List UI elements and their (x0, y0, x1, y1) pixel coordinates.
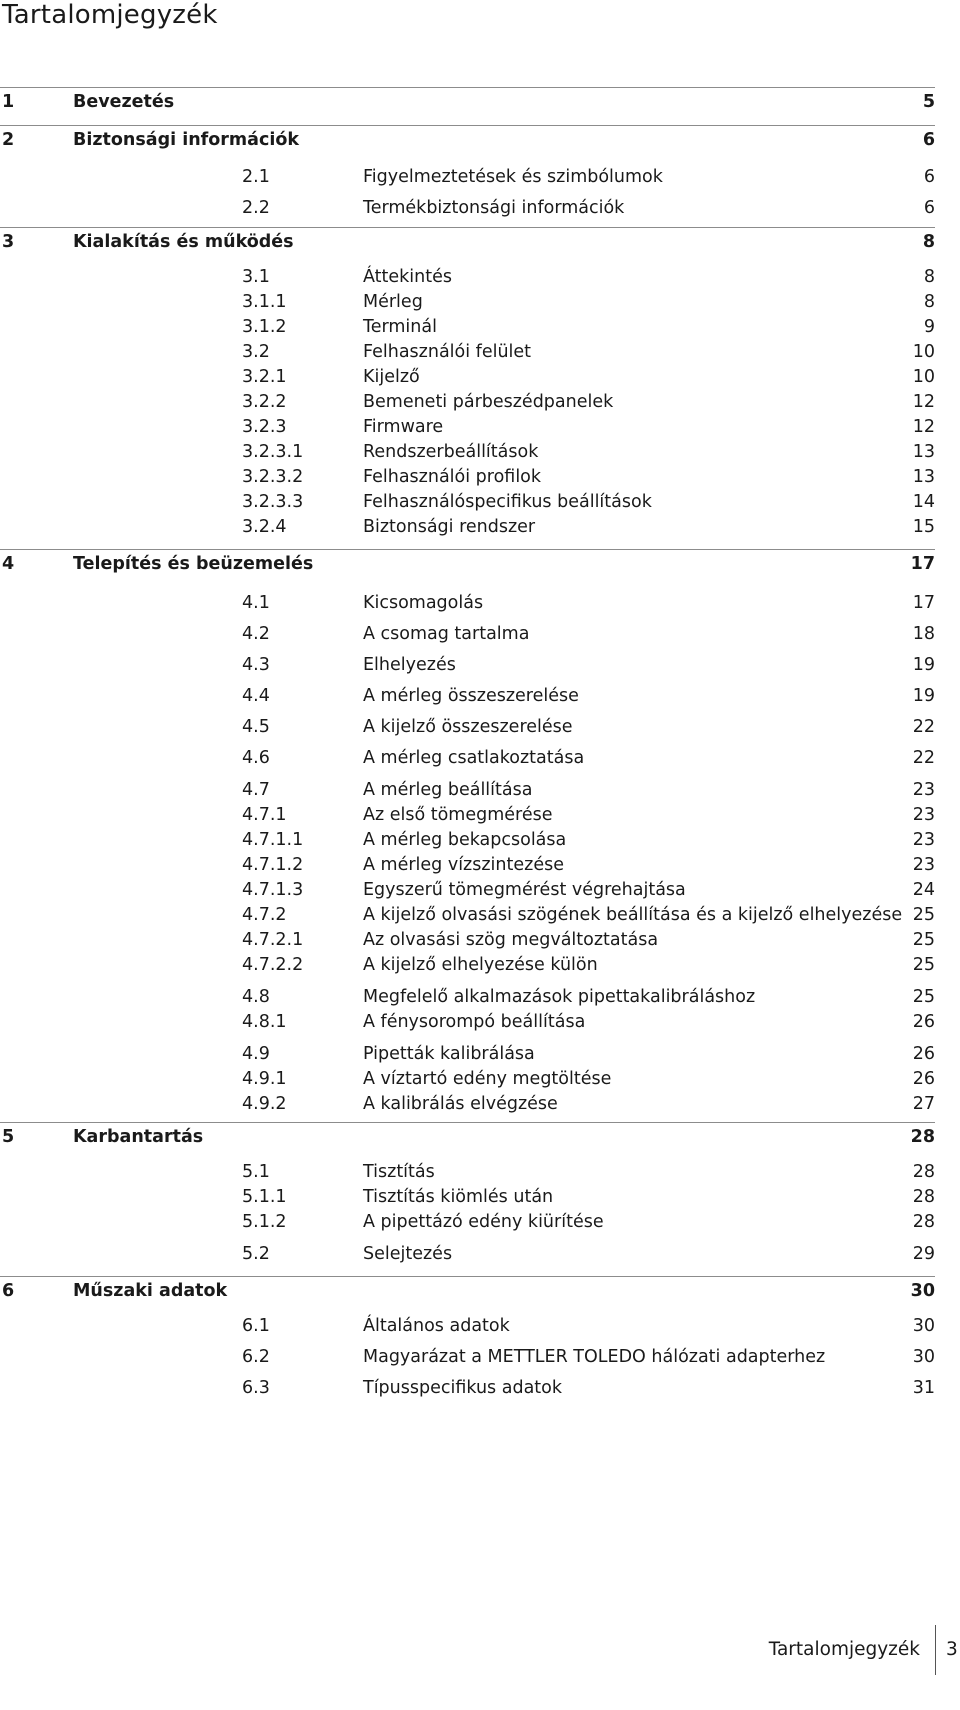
toc-section-entry[interactable] (0, 746, 935, 770)
toc-entry-number: 3.2.3.3 (242, 492, 304, 512)
toc-entry-page: 24 (912, 880, 935, 900)
toc-entry-title: Magyarázat a METTLER TOLEDO hálózati adapterhez (363, 1347, 826, 1367)
toc-section-entry[interactable] (0, 1376, 935, 1400)
toc-entry-number: 5.1 (242, 1162, 270, 1182)
toc-entry-title: Az első tömegmérése (363, 805, 553, 825)
toc-entry-page: 5 (922, 92, 935, 112)
toc-section-entry[interactable] (0, 390, 935, 414)
toc-entry-title: Műszaki adatok (73, 1281, 228, 1301)
toc-entry-number: 4.9.1 (242, 1069, 287, 1089)
toc-section-entry[interactable] (0, 1210, 935, 1234)
toc-entry-number: 3 (2, 232, 15, 252)
toc-entry-number: 4.7.2.2 (242, 955, 304, 975)
toc-entry-number: 2 (2, 130, 15, 150)
toc-section-entry[interactable] (0, 490, 935, 514)
toc-entry-number: 4.2 (242, 624, 270, 644)
toc-entry-title: A mérleg vízszintezése (363, 855, 564, 875)
toc-entry-title: Típusspecifikus adatok (363, 1378, 562, 1398)
toc-entry-number: 6 (2, 1281, 15, 1301)
toc-entry-number: 4 (2, 554, 15, 574)
toc-section-entry[interactable] (0, 465, 935, 489)
toc-entry-title: Felhasználóspecifikus beállítások (363, 492, 652, 512)
toc-entry-page: 8 (923, 292, 935, 312)
toc-entry-number: 3.2.1 (242, 367, 287, 387)
toc-entry-page: 25 (912, 955, 935, 975)
toc-entry-number: 6.1 (242, 1316, 270, 1336)
toc-entry-title: A mérleg bekapcsolása (363, 830, 567, 850)
toc-entry-title: Bevezetés (73, 92, 175, 112)
toc-entry-number: 4.7.1.2 (242, 855, 304, 875)
toc-entry-title: Tisztítás (363, 1162, 435, 1182)
toc-entry-number: 3.2 (242, 342, 270, 362)
toc-entry-page: 30 (910, 1281, 935, 1301)
toc-entry-title: Áttekintés (363, 267, 452, 287)
toc-entry-number: 6.2 (242, 1347, 270, 1367)
toc-entry-page: 13 (912, 467, 935, 487)
toc-entry-page: 26 (912, 1044, 935, 1064)
toc-entry-title: Terminál (363, 317, 437, 337)
toc-section-entry[interactable] (0, 591, 935, 615)
toc-entry-title: A kalibrálás elvégzése (363, 1094, 558, 1114)
toc-entry-number: 4.1 (242, 593, 270, 613)
toc-entry-title: Biztonsági információk (73, 130, 300, 150)
toc-entry-page: 23 (912, 805, 935, 825)
footer-page-number: 3 (946, 1639, 958, 1660)
toc-entry-number: 4.8 (242, 987, 270, 1007)
toc-entry-page: 25 (912, 987, 935, 1007)
toc-entry-title: Kicsomagolás (363, 593, 484, 613)
toc-entry-page: 10 (912, 367, 935, 387)
toc-entry-number: 3.2.3 (242, 417, 287, 437)
toc-entry-title: Általános adatok (363, 1316, 510, 1336)
toc-entry-number: 1 (2, 92, 15, 112)
toc-entry-number: 4.7 (242, 780, 270, 800)
toc-entry-title: Kialakítás és működés (73, 232, 294, 252)
toc-section-entry[interactable] (0, 903, 935, 927)
toc-entry-title: Megfelelő alkalmazások pipettakalibráláshoz (363, 987, 756, 1007)
toc-entry-title: Kijelző (363, 367, 420, 387)
toc-section-entry[interactable] (0, 1042, 935, 1066)
toc-section-entry[interactable] (0, 803, 935, 827)
toc-entry-title: Termékbiztonsági információk (363, 198, 625, 218)
toc-section-entry[interactable] (0, 653, 935, 677)
toc-entry-number: 5.1.2 (242, 1212, 287, 1232)
toc-section-entry[interactable] (0, 1314, 935, 1338)
toc-entry-page: 26 (912, 1012, 935, 1032)
toc-entry-page: 25 (912, 930, 935, 950)
toc-entry-page: 6 (923, 167, 935, 187)
toc-entry-number: 3.1.1 (242, 292, 287, 312)
toc-entry-number: 2.2 (242, 198, 270, 218)
toc-entry-title: Bemeneti párbeszédpanelek (363, 392, 614, 412)
toc-entry-page: 8 (922, 232, 935, 252)
toc-section-entry[interactable] (0, 953, 935, 977)
toc-section-entry[interactable] (0, 1067, 935, 1091)
toc-entry-title: A pipettázó edény kiürítése (363, 1212, 604, 1232)
toc-entry-page: 19 (912, 655, 935, 675)
toc-entry-title: Firmware (363, 417, 444, 437)
toc-section-entry[interactable] (0, 1010, 935, 1034)
toc-section-entry[interactable] (0, 440, 935, 464)
toc-entry-number: 3.2.2 (242, 392, 287, 412)
toc-section-entry[interactable] (0, 1160, 935, 1184)
toc-section-entry[interactable] (0, 622, 935, 646)
toc-entry-number: 2.1 (242, 167, 270, 187)
toc-entry-page: 15 (912, 517, 935, 537)
toc-entry-number: 3.2.3.2 (242, 467, 304, 487)
toc-entry-title: Mérleg (363, 292, 423, 312)
toc-entry-page: 22 (912, 717, 935, 737)
toc-section-entry[interactable] (0, 515, 935, 539)
toc-entry-number: 4.7.2 (242, 905, 287, 925)
toc-section-entry[interactable] (0, 778, 935, 802)
toc-entry-page: 23 (912, 780, 935, 800)
toc-entry-page: 30 (912, 1316, 935, 1336)
toc-entry-title: Rendszerbeállítások (363, 442, 539, 462)
toc-section-entry[interactable] (0, 684, 935, 708)
toc-entry-page: 28 (912, 1212, 935, 1232)
toc-entry-title: Selejtezés (363, 1244, 453, 1264)
toc-entry-title: A mérleg összeszerelése (363, 686, 579, 706)
footer-label: Tartalomjegyzék (768, 1639, 920, 1660)
toc-entry-title: A kijelző elhelyezése külön (363, 955, 598, 975)
toc-section-entry[interactable] (0, 878, 935, 902)
toc-entry-number: 4.5 (242, 717, 270, 737)
toc-entry-page: 23 (912, 830, 935, 850)
toc-entry-title: Felhasználói profilok (363, 467, 542, 487)
toc-entry-title: A mérleg csatlakoztatása (363, 748, 585, 768)
toc-section-entry[interactable] (0, 165, 935, 189)
toc-entry-number: 4.9 (242, 1044, 270, 1064)
toc-entry-page: 28 (912, 1187, 935, 1207)
toc-entry-page: 13 (912, 442, 935, 462)
toc-entry-number: 5.1.1 (242, 1187, 287, 1207)
toc-entry-title: Elhelyezés (363, 655, 456, 675)
toc-entry-number: 3.1 (242, 267, 270, 287)
toc-entry-title: A mérleg beállítása (363, 780, 533, 800)
toc-entry-page: 8 (923, 267, 935, 287)
toc-entry-page: 27 (912, 1094, 935, 1114)
toc-section-entry[interactable] (0, 196, 935, 220)
toc-section-entry[interactable] (0, 828, 935, 852)
toc-entry-page: 19 (912, 686, 935, 706)
toc-section-entry[interactable] (0, 985, 935, 1009)
page-title: Tartalomjegyzék (2, 0, 218, 30)
toc-section-entry[interactable] (0, 715, 935, 739)
toc-entry-page: 29 (912, 1244, 935, 1264)
toc-chapter-entry[interactable] (0, 227, 935, 256)
toc-entry-number: 3.2.4 (242, 517, 287, 537)
toc-entry-number: 6.3 (242, 1378, 270, 1398)
toc-section-entry[interactable] (0, 1345, 935, 1369)
page-footer (0, 1625, 960, 1675)
toc-section-entry[interactable] (0, 928, 935, 952)
toc-entry-title: Telepítés és beüzemelés (73, 554, 314, 574)
toc-entry-page: 12 (912, 417, 935, 437)
toc-chapter-entry[interactable] (0, 549, 935, 578)
toc-entry-number: 4.7.1 (242, 805, 287, 825)
toc-entry-number: 5 (2, 1127, 15, 1147)
toc-section-entry[interactable] (0, 340, 935, 364)
toc-entry-page: 26 (912, 1069, 935, 1089)
toc-entry-number: 4.3 (242, 655, 270, 675)
toc-entry-number: 4.9.2 (242, 1094, 287, 1114)
toc-entry-title: A víztartó edény megtöltése (363, 1069, 612, 1089)
toc-section-entry[interactable] (0, 1092, 935, 1116)
toc-entry-page: 23 (912, 855, 935, 875)
toc-entry-number: 4.7.2.1 (242, 930, 304, 950)
toc-entry-page: 18 (912, 624, 935, 644)
toc-entry-number: 4.7.1.3 (242, 880, 304, 900)
toc-chapter-entry[interactable] (0, 1122, 935, 1151)
toc-chapter-entry[interactable] (0, 125, 935, 154)
toc-entry-page: 12 (912, 392, 935, 412)
toc-chapter-entry[interactable] (0, 1276, 935, 1305)
toc-entry-title: A kijelző összeszerelése (363, 717, 573, 737)
footer-divider (935, 1625, 936, 1675)
toc-entry-title: Egyszerű tömegmérést végrehajtása (363, 880, 686, 900)
toc-entry-page: 22 (912, 748, 935, 768)
toc-entry-number: 5.2 (242, 1244, 270, 1264)
toc-entry-title: Karbantartás (73, 1127, 204, 1147)
toc-entry-page: 10 (912, 342, 935, 362)
toc-entry-title: A csomag tartalma (363, 624, 530, 644)
toc-section-entry[interactable] (0, 1185, 935, 1209)
toc-entry-page: 25 (912, 905, 935, 925)
toc-entry-title: Tisztítás kiömlés után (363, 1187, 554, 1207)
toc-entry-number: 4.8.1 (242, 1012, 287, 1032)
toc-entry-page: 31 (912, 1378, 935, 1398)
toc-entry-title: A kijelző olvasási szögének beállítása és a kijelző elhelyezése (363, 905, 903, 925)
toc-entry-title: A fénysorompó beállítása (363, 1012, 586, 1032)
toc-section-entry[interactable] (0, 290, 935, 314)
toc-section-entry[interactable] (0, 265, 935, 289)
toc-entry-page: 17 (910, 554, 935, 574)
toc-entry-title: Biztonsági rendszer (363, 517, 536, 537)
toc-entry-page: 17 (912, 593, 935, 613)
toc-entry-title: Az olvasási szög megváltoztatása (363, 930, 659, 950)
toc-section-entry[interactable] (0, 365, 935, 389)
toc-entry-title: Felhasználói felület (363, 342, 532, 362)
toc-entry-page: 6 (923, 198, 935, 218)
toc-entry-number: 3.1.2 (242, 317, 287, 337)
toc-entry-title: Pipetták kalibrálása (363, 1044, 535, 1064)
toc-entry-page: 9 (923, 317, 935, 337)
toc-entry-page: 30 (912, 1347, 935, 1367)
toc-section-entry[interactable] (0, 415, 935, 439)
toc-entry-title: Figyelmeztetések és szimbólumok (363, 167, 663, 187)
toc-chapter-entry[interactable] (0, 87, 935, 116)
toc-section-entry[interactable] (0, 853, 935, 877)
toc-entry-page: 28 (910, 1127, 935, 1147)
toc-section-entry[interactable] (0, 1242, 935, 1266)
toc-entry-number: 4.4 (242, 686, 270, 706)
toc-entry-page: 6 (922, 130, 935, 150)
toc-entry-page: 14 (912, 492, 935, 512)
toc-entry-number: 4.7.1.1 (242, 830, 304, 850)
toc-entry-page: 28 (912, 1162, 935, 1182)
toc-section-entry[interactable] (0, 315, 935, 339)
toc-entry-number: 4.6 (242, 748, 270, 768)
toc-entry-number: 3.2.3.1 (242, 442, 304, 462)
